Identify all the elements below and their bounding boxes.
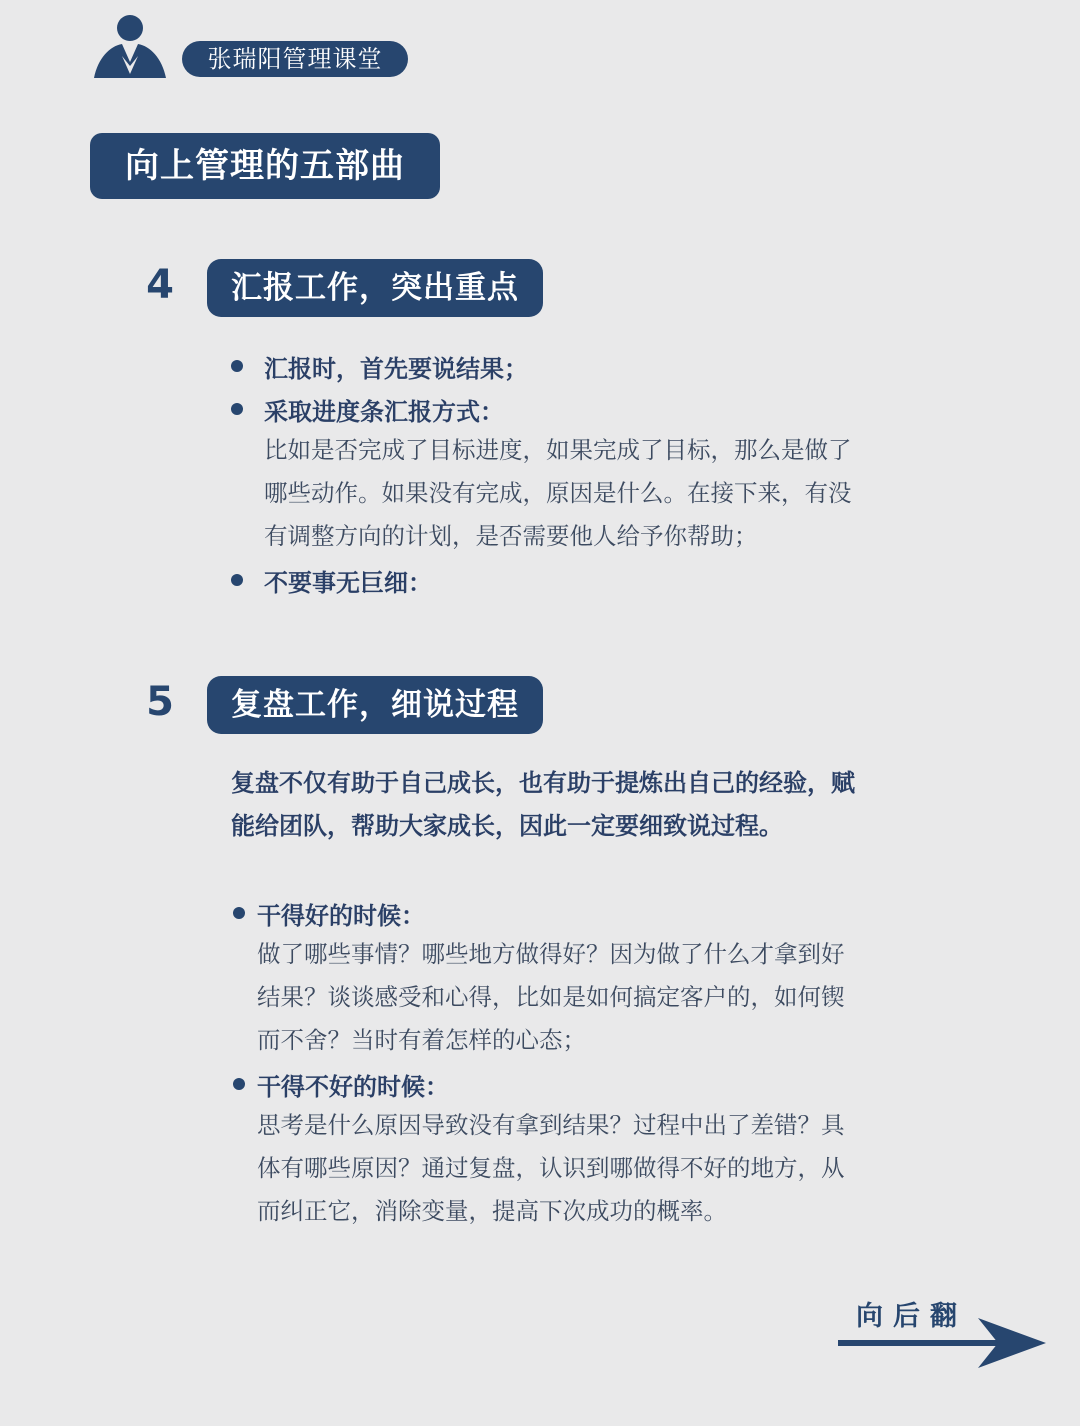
bullet-dot	[233, 1078, 245, 1090]
detail-line: 哪些动作。如果没有完成，原因是什么。在接下来，有没	[264, 479, 852, 507]
section-4-number: 4	[146, 262, 174, 308]
bullet-dot	[233, 907, 245, 919]
section-4-heading: 汇报工作，突出重点	[207, 259, 543, 317]
intro-line: 复盘不仅有助于自己成长，也有助于提炼出自己的经验，赋	[231, 769, 855, 797]
section-4-item-2: 采取进度条汇报方式：	[264, 398, 504, 426]
user-avatar-icon	[92, 14, 168, 80]
detail-line: 结果？谈谈感受和心得，比如是如何搞定客户的，如何锲	[257, 983, 845, 1011]
section-4-item-1: 汇报时，首先要说结果；	[264, 355, 528, 383]
section-5-number: 5	[146, 679, 174, 725]
detail-line: 做了哪些事情？哪些地方做得好？因为做了什么才拿到好	[257, 940, 845, 968]
section-5-item-1-detail	[257, 933, 937, 1062]
detail-line: 而不舍？当时有着怎样的心态；	[257, 1026, 586, 1054]
section-5-item-2: 干得不好的时候：	[257, 1073, 449, 1101]
section-5-heading: 复盘工作，细说过程	[207, 676, 543, 734]
bullet-dot	[231, 403, 243, 415]
arrow-right-icon[interactable]	[838, 1316, 1048, 1372]
bullet-dot	[231, 360, 243, 372]
section-4-item-2-detail	[264, 429, 944, 558]
detail-line: 有调整方向的计划，是否需要他人给予你帮助；	[264, 522, 758, 550]
section-5-item-1: 干得好的时候：	[257, 902, 425, 930]
detail-line: 思考是什么原因导致没有拿到结果？过程中出了差错？具	[257, 1111, 845, 1139]
detail-line: 比如是否完成了目标进度，如果完成了目标，那么是做了	[264, 436, 852, 464]
detail-line: 而纠正它，消除变量，提高下次成功的概率。	[257, 1197, 727, 1225]
section-5-item-2-detail	[257, 1104, 937, 1233]
next-page-label[interactable]: 向后翻	[856, 1301, 967, 1332]
brand-name-badge: 张瑞阳管理课堂	[182, 41, 408, 77]
detail-line: 体有哪些原因？通过复盘，认识到哪做得不好的地方，从	[257, 1154, 845, 1182]
page-title: 向上管理的五部曲	[90, 133, 440, 199]
bullet-dot	[231, 574, 243, 586]
intro-line: 能给团队，帮助大家成长，因此一定要细致说过程。	[231, 812, 783, 840]
section-5-intro	[231, 762, 931, 848]
section-4-item-3: 不要事无巨细：	[264, 569, 432, 597]
